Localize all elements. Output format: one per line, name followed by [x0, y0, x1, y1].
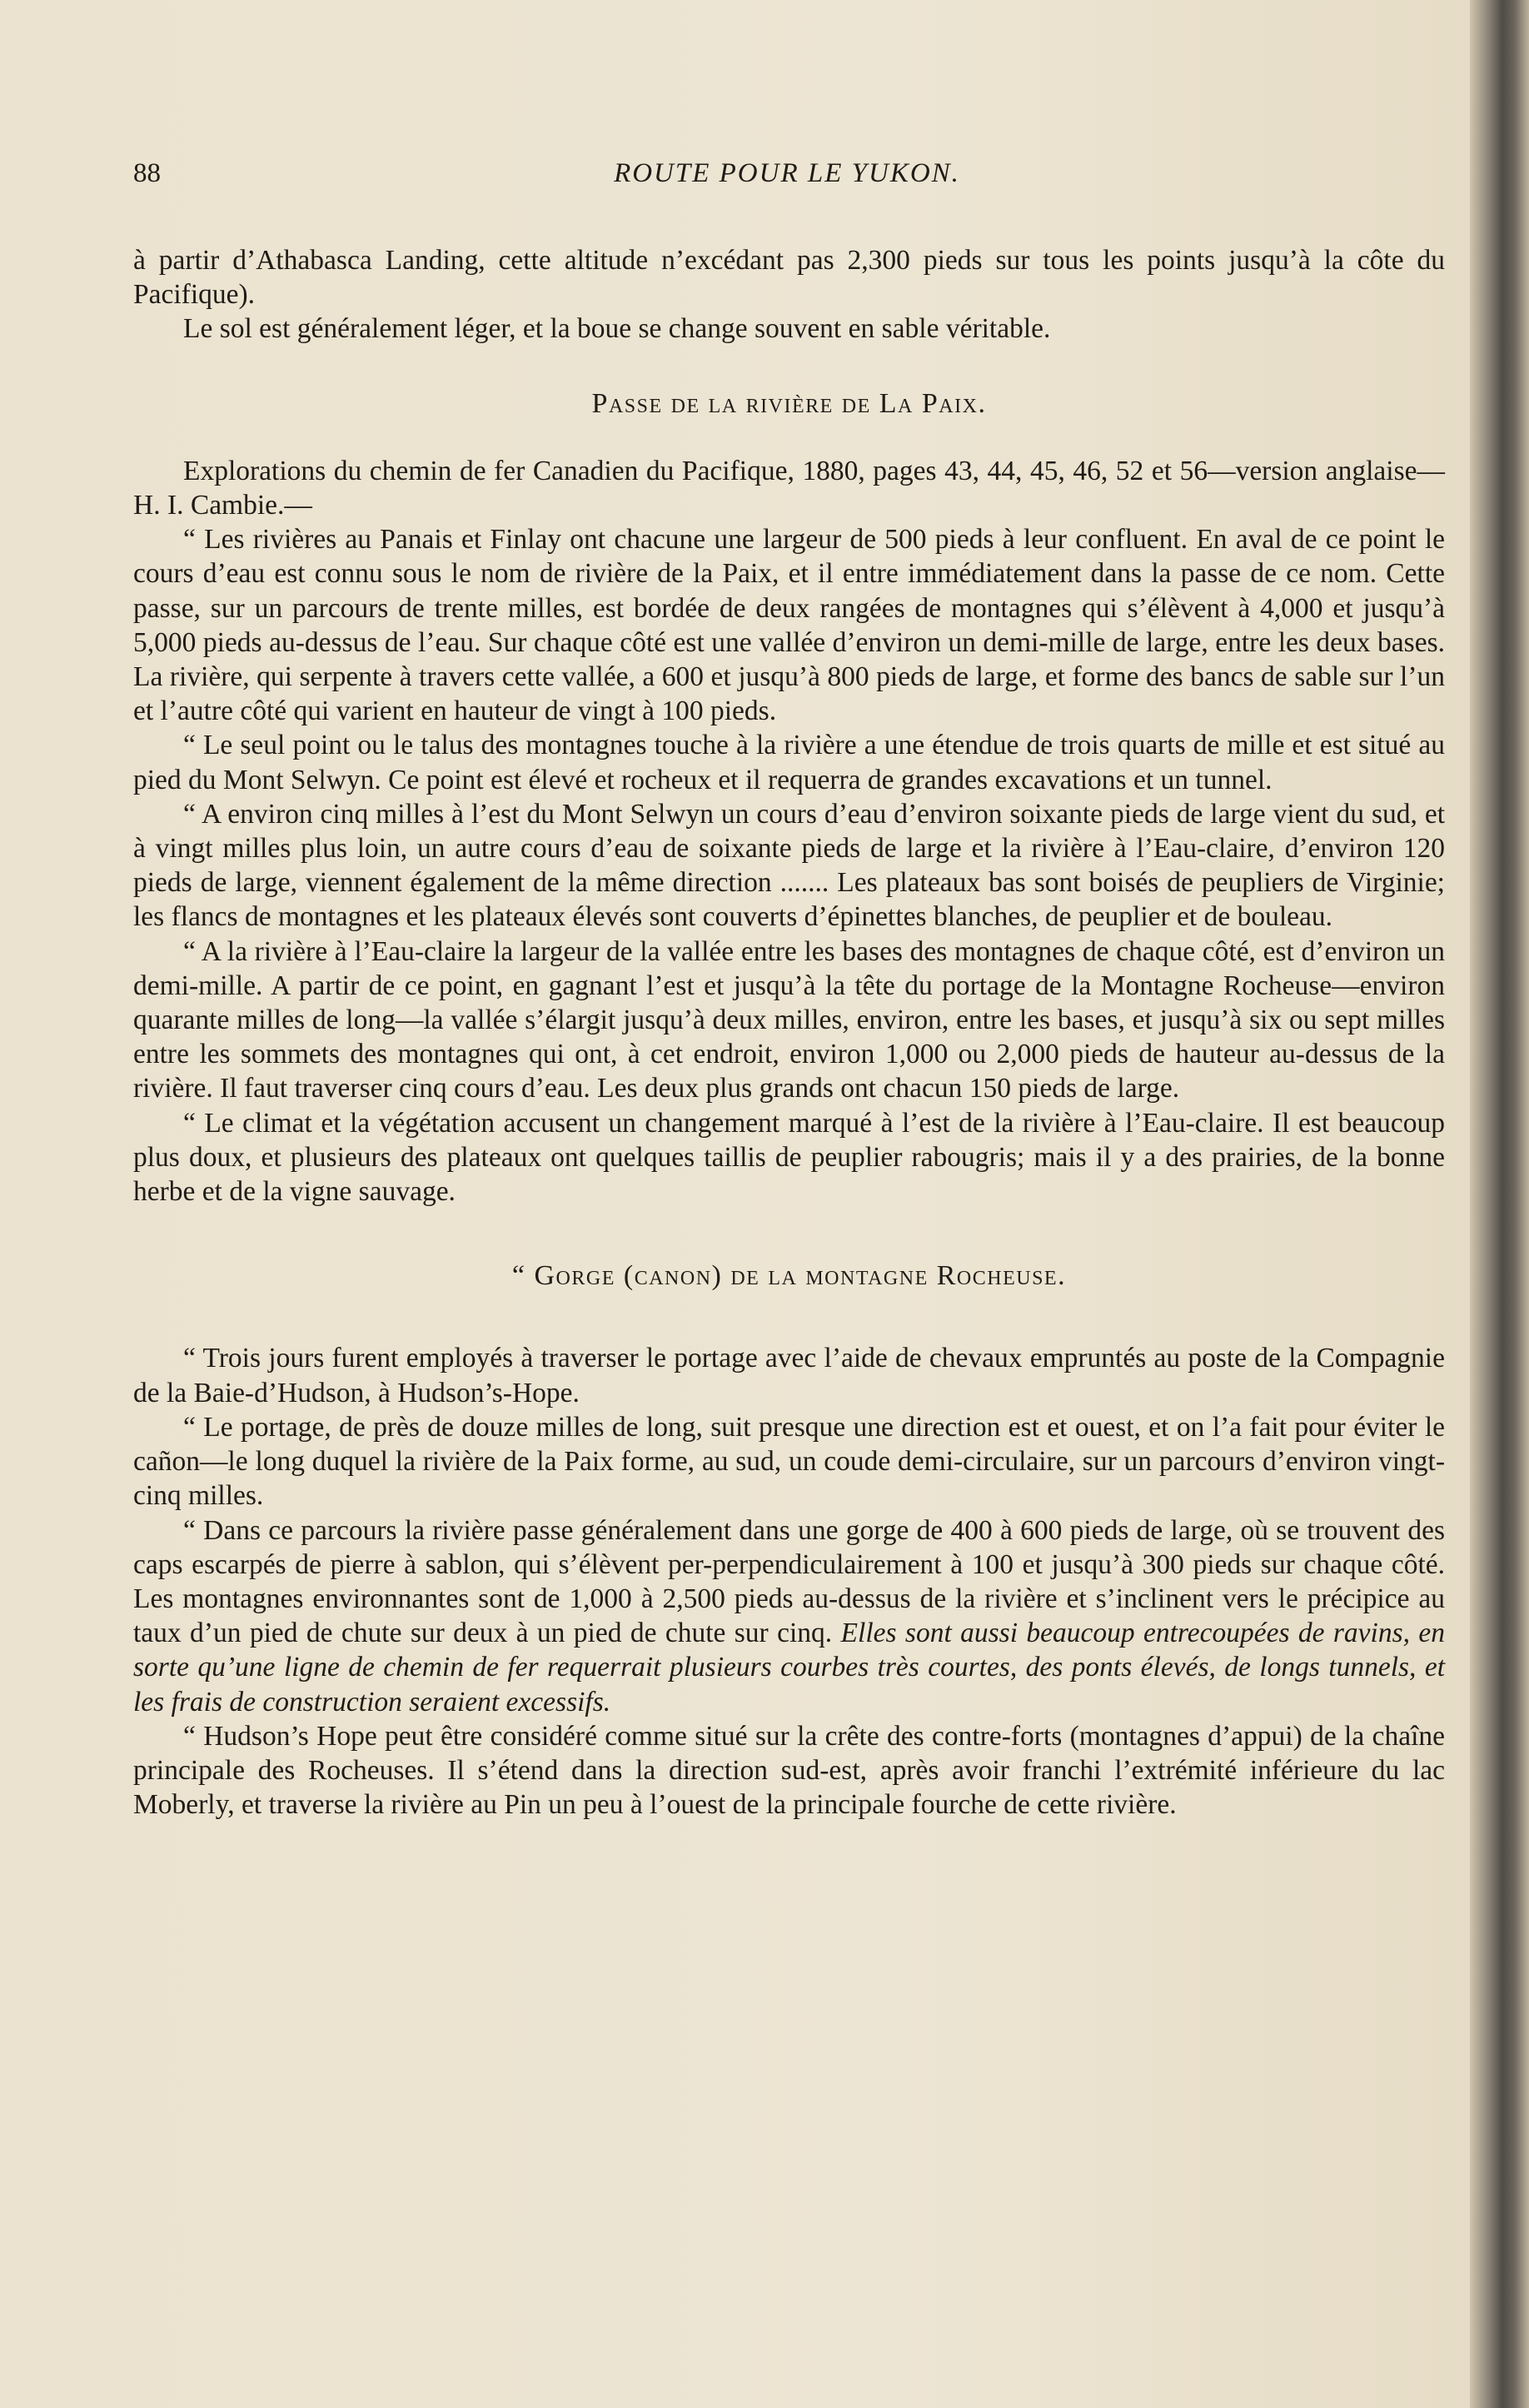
paragraph: “ Le portage, de près de douze milles de long, suit presque une direction est et ouest, et on l’a fait pour éviter le cañon—le long duquel la rivière de la Paix forme, au sud, un coude demi-circulaire, sur un parcours d’environ vingt-cinq milles. — [133, 1411, 1445, 1512]
paragraph: “ Le climat et la végétation accusent un changement marqué à l’est de la rivière à l’Eau-claire. Il est beaucoup plus doux, et plusieurs des plateaux ont quelques taillis de peuplier rabougris; mais il y a des prairies, de la bonne herbe et de la vigne sauvage. — [133, 1107, 1445, 1208]
paragraph-text: “ Dans ce parcours la rivière passe généralement dans une gorge de 400 à 600 pieds de large, où se trouvent des caps escarpés de pierre à sablon, qui s’élèvent per-perpendiculairement à 100 et jusqu’à 300 pieds sur chaque côté. Les montagnes environnantes sont de 1,000 à 2,500 pieds au-dessus de la rivière et s’inclinent vers le précipice au taux d’un pied de chute sur deux à un pied de chute sur cinq. — [133, 1514, 1445, 1649]
paragraph: à partir d’Athabasca Landing, cette altitude n’excédant pas 2,300 pieds sur tous les points jusqu’à la côte du Pacifique). — [133, 245, 1445, 311]
section-heading: “ Gorge (canon) de la montagne Rocheuse. — [511, 1260, 1067, 1292]
paragraph: “ Les rivières au Panais et Finlay ont chacune une largeur de 500 pieds à leur confluent. En aval de ce point le cours d’eau est connu sous le nom de rivière de la Paix, et il entre immédiatement dans la passe de ce nom. Cette passe, sur un parcours de trente milles, est bordée de deux rangées de montagnes qui s’élèvent à 4,000 et jusqu’à 5,000 pieds au-dessus de l’eau. Sur chaque côté est une vallée d’environ un demi-mille de large, entre les deux bases. La rivière, qui serpente à travers cette vallée, a 600 et jusqu’à 800 pieds de large, et forme des bancs de sable sur l’un et l’autre côté qui varient en hauteur de vingt à 100 pieds. — [133, 524, 1445, 727]
paragraph: “ Le seul point ou le talus des montagnes touche à la rivière a une étendue de trois quarts de mille et est situé au pied du Mont Selwyn. Ce point est élevé et rocheux et il requerra de grandes excavations et un tunnel. — [133, 730, 1445, 795]
paragraph: “ A environ cinq milles à l’est du Mont Selwyn un cours d’eau d’environ soixante pieds de large vient du sud, et à vingt milles plus loin, un autre cours d’eau de soixante pieds de large et la rivière à l’Eau-claire, d’environ 120 pieds de large, viennent également de la même direction ....... Les plateaux bas sont boisés de peupliers de Virginie; les flancs de montagnes et les plateaux élevés sont couverts d’épinettes blanches, de peuplier et de bouleau. — [133, 798, 1445, 933]
paragraph: “ Hudson’s Hope peut être considéré comme situé sur la crête des contre-forts (montagnes d’appui) de la chaîne principale des Rocheuses. Il s’étend dans la direction sud-est, après avoir franchi l’extrémité inférieure du lac Moberly, et traverse la rivière au Pin un peu à l’ouest de la principale fourche de cette rivière. — [133, 1720, 1445, 1821]
paragraph — [133, 1513, 1445, 1719]
body-text — [133, 243, 1445, 1822]
page-number: 88 — [133, 158, 161, 188]
paragraph: Explorations du chemin de fer Canadien du Pacifique, 1880, pages 43, 44, 45, 46, 52 et 56—version anglaise—H. I. Cambie.— — [133, 455, 1445, 521]
book-gutter — [1470, 0, 1529, 2408]
paragraph: “ Trois jours furent employés à traverser le portage avec l’aide de chevaux empruntés au poste de la Compagnie de la Baie-d’Hudson, à Hudson’s-Hope. — [133, 1343, 1445, 1408]
section-heading: Passe de la rivière de La Paix. — [591, 387, 987, 419]
paragraph: “ A la rivière à l’Eau-claire la largeur de la vallée entre les bases des montagnes de chaque côté, est d’environ un demi-mille. A partir de ce point, en gagnant l’est et jusqu’à la tête du portage de la Montagne Rocheuse—environ quarante milles de long—la vallée s’élargit jusqu’à deux milles, environ, entre les bases, et jusqu’à six ou sept milles entre les sommets des montagnes qui ont, à cet endroit, environ 1,000 ou 2,000 pieds de hauteur au-dessus de la rivière. Il faut traverser cinq cours d’eau. Les deux plus grands ont chacun 150 pieds de large. — [133, 935, 1445, 1104]
running-head — [133, 158, 1441, 200]
italic-text: Elles sont aussi beaucoup entrecoupées de ravins, en sorte qu’une ligne de chemin de fer requerrait plusieurs courbes très courtes, des ponts élevés, de longs tunnels, et les frais de construction seraient excessifs. — [133, 1618, 1446, 1718]
paragraph: Le sol est généralement léger, et la boue se change souvent en sable véritable. — [183, 313, 1051, 345]
running-title: ROUTE POUR LE YUKON. — [614, 158, 960, 188]
